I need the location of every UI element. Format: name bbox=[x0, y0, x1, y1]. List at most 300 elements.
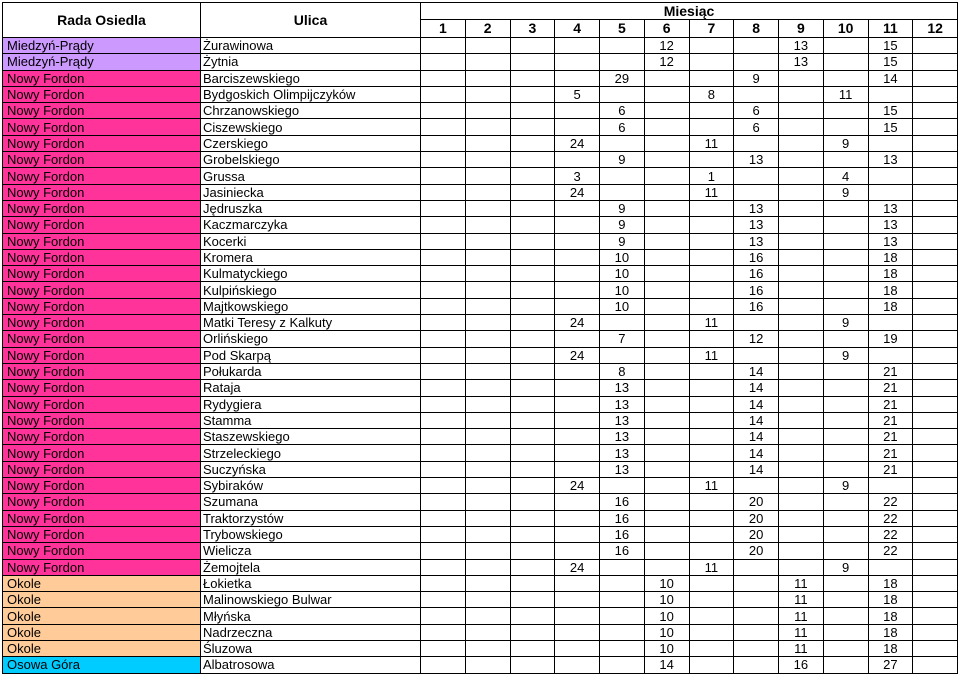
month-10-cell bbox=[823, 266, 868, 282]
month-5-cell bbox=[600, 38, 645, 54]
table-row bbox=[3, 363, 958, 379]
month-7-cell bbox=[689, 592, 734, 608]
month-11-cell: 18 bbox=[868, 282, 913, 298]
month-1-cell bbox=[421, 217, 466, 233]
month-7-cell bbox=[689, 624, 734, 640]
rada-osiedla-cell: Nowy Fordon bbox=[3, 461, 201, 477]
month-4-cell bbox=[555, 429, 600, 445]
month-1-cell bbox=[421, 640, 466, 656]
month-7-cell: 11 bbox=[689, 315, 734, 331]
month-12-cell bbox=[913, 298, 958, 314]
month-6-cell bbox=[644, 70, 689, 86]
month-10-cell bbox=[823, 494, 868, 510]
rada-osiedla-cell: Nowy Fordon bbox=[3, 119, 201, 135]
month-7-cell: 11 bbox=[689, 184, 734, 200]
month-7-cell bbox=[689, 331, 734, 347]
month-9-cell: 11 bbox=[779, 608, 824, 624]
month-12-cell bbox=[913, 347, 958, 363]
rada-osiedla-cell: Nowy Fordon bbox=[3, 445, 201, 461]
month-2-cell bbox=[465, 657, 510, 673]
rada-osiedla-cell: Okole bbox=[3, 640, 201, 656]
ulica-cell: Traktorzystów bbox=[201, 510, 421, 526]
month-1-cell bbox=[421, 200, 466, 216]
month-10-cell: 9 bbox=[823, 559, 868, 575]
month-8-cell: 9 bbox=[734, 70, 779, 86]
month-9-cell bbox=[779, 526, 824, 542]
month-8-cell bbox=[734, 640, 779, 656]
month-3-cell bbox=[510, 478, 555, 494]
ulica-cell: Jędruszka bbox=[201, 200, 421, 216]
month-10-cell: 9 bbox=[823, 478, 868, 494]
month-9-cell: 13 bbox=[779, 38, 824, 54]
month-3-cell bbox=[510, 331, 555, 347]
ulica-cell: Żurawinowa bbox=[201, 38, 421, 54]
month-12-cell bbox=[913, 445, 958, 461]
ulica-cell: Sybiraków bbox=[201, 478, 421, 494]
month-10-cell bbox=[823, 152, 868, 168]
month-6-cell bbox=[644, 152, 689, 168]
month-10-cell bbox=[823, 396, 868, 412]
month-5-cell: 6 bbox=[600, 119, 645, 135]
month-10-cell bbox=[823, 70, 868, 86]
month-6-cell: 10 bbox=[644, 592, 689, 608]
month-3-cell bbox=[510, 592, 555, 608]
month-12-cell bbox=[913, 184, 958, 200]
month-4-cell bbox=[555, 624, 600, 640]
ulica-cell: Matki Teresy z Kalkuty bbox=[201, 315, 421, 331]
rada-osiedla-cell: Nowy Fordon bbox=[3, 412, 201, 428]
month-3-cell bbox=[510, 103, 555, 119]
month-6-cell bbox=[644, 282, 689, 298]
ulica-cell: Nadrzeczna bbox=[201, 624, 421, 640]
month-5-cell bbox=[600, 184, 645, 200]
month-1-cell bbox=[421, 494, 466, 510]
ulica-cell: Pod Skarpą bbox=[201, 347, 421, 363]
table-row bbox=[3, 412, 958, 428]
month-10-cell bbox=[823, 380, 868, 396]
month-12-cell bbox=[913, 526, 958, 542]
month-1-cell bbox=[421, 298, 466, 314]
rada-osiedla-cell: Nowy Fordon bbox=[3, 315, 201, 331]
month-3-cell bbox=[510, 233, 555, 249]
month-2-cell bbox=[465, 412, 510, 428]
month-4-cell bbox=[555, 412, 600, 428]
table-row bbox=[3, 380, 958, 396]
table-row bbox=[3, 135, 958, 151]
month-8-cell: 6 bbox=[734, 119, 779, 135]
rada-osiedla-cell: Okole bbox=[3, 592, 201, 608]
rada-osiedla-cell: Nowy Fordon bbox=[3, 510, 201, 526]
month-8-cell bbox=[734, 184, 779, 200]
month-9-cell bbox=[779, 119, 824, 135]
month-3-cell bbox=[510, 266, 555, 282]
month-8-cell: 13 bbox=[734, 152, 779, 168]
month-5-cell bbox=[600, 135, 645, 151]
month-12-cell bbox=[913, 70, 958, 86]
month-1-cell bbox=[421, 266, 466, 282]
month-4-cell bbox=[555, 461, 600, 477]
month-5-cell: 13 bbox=[600, 445, 645, 461]
month-5-cell: 10 bbox=[600, 298, 645, 314]
table-row bbox=[3, 298, 958, 314]
month-2-cell bbox=[465, 640, 510, 656]
month-7-cell: 1 bbox=[689, 168, 734, 184]
table-body bbox=[3, 38, 958, 674]
month-2-cell bbox=[465, 249, 510, 265]
rada-osiedla-cell: Nowy Fordon bbox=[3, 559, 201, 575]
month-3-cell bbox=[510, 249, 555, 265]
month-5-cell: 29 bbox=[600, 70, 645, 86]
month-4-cell: 24 bbox=[555, 559, 600, 575]
month-4-cell: 24 bbox=[555, 478, 600, 494]
rada-osiedla-cell: Nowy Fordon bbox=[3, 103, 201, 119]
month-header-1: 1 bbox=[421, 20, 466, 38]
month-7-cell bbox=[689, 217, 734, 233]
month-2-cell bbox=[465, 445, 510, 461]
month-5-cell: 8 bbox=[600, 363, 645, 379]
rada-osiedla-cell: Okole bbox=[3, 624, 201, 640]
header-miesiac: Miesiąc bbox=[421, 3, 958, 20]
month-2-cell bbox=[465, 543, 510, 559]
month-11-cell: 18 bbox=[868, 608, 913, 624]
month-10-cell bbox=[823, 657, 868, 673]
month-8-cell bbox=[734, 575, 779, 591]
month-11-cell bbox=[868, 86, 913, 102]
month-2-cell bbox=[465, 315, 510, 331]
month-4-cell bbox=[555, 363, 600, 379]
month-12-cell bbox=[913, 461, 958, 477]
month-6-cell bbox=[644, 249, 689, 265]
table-row bbox=[3, 559, 958, 575]
rada-osiedla-cell: Nowy Fordon bbox=[3, 494, 201, 510]
month-5-cell bbox=[600, 478, 645, 494]
month-12-cell bbox=[913, 363, 958, 379]
month-2-cell bbox=[465, 233, 510, 249]
month-11-cell bbox=[868, 184, 913, 200]
month-7-cell bbox=[689, 445, 734, 461]
month-11-cell bbox=[868, 347, 913, 363]
month-8-cell bbox=[734, 135, 779, 151]
month-12-cell bbox=[913, 86, 958, 102]
month-3-cell bbox=[510, 298, 555, 314]
ulica-cell: Majtkowskiego bbox=[201, 298, 421, 314]
month-header-10: 10 bbox=[823, 20, 868, 38]
month-9-cell bbox=[779, 445, 824, 461]
month-4-cell: 5 bbox=[555, 86, 600, 102]
month-11-cell: 18 bbox=[868, 592, 913, 608]
ulica-cell: Żytnia bbox=[201, 54, 421, 70]
ulica-cell: Strzeleckiego bbox=[201, 445, 421, 461]
month-11-cell: 15 bbox=[868, 119, 913, 135]
month-5-cell bbox=[600, 624, 645, 640]
ulica-cell: Kulpińskiego bbox=[201, 282, 421, 298]
ulica-cell: Suczyńska bbox=[201, 461, 421, 477]
month-6-cell bbox=[644, 363, 689, 379]
month-7-cell bbox=[689, 70, 734, 86]
month-5-cell: 16 bbox=[600, 526, 645, 542]
month-2-cell bbox=[465, 184, 510, 200]
month-6-cell bbox=[644, 266, 689, 282]
ulica-cell: Stamma bbox=[201, 412, 421, 428]
month-6-cell bbox=[644, 478, 689, 494]
rada-osiedla-cell: Nowy Fordon bbox=[3, 184, 201, 200]
month-3-cell bbox=[510, 575, 555, 591]
month-1-cell bbox=[421, 282, 466, 298]
month-6-cell bbox=[644, 103, 689, 119]
table-row bbox=[3, 266, 958, 282]
month-12-cell bbox=[913, 575, 958, 591]
rada-osiedla-cell: Nowy Fordon bbox=[3, 249, 201, 265]
month-5-cell: 13 bbox=[600, 396, 645, 412]
rada-osiedla-cell: Nowy Fordon bbox=[3, 543, 201, 559]
month-5-cell: 10 bbox=[600, 249, 645, 265]
month-5-cell: 9 bbox=[600, 200, 645, 216]
table-row bbox=[3, 331, 958, 347]
month-11-cell: 22 bbox=[868, 543, 913, 559]
month-3-cell bbox=[510, 510, 555, 526]
month-6-cell bbox=[644, 429, 689, 445]
month-2-cell bbox=[465, 592, 510, 608]
month-11-cell: 22 bbox=[868, 510, 913, 526]
month-5-cell: 16 bbox=[600, 543, 645, 559]
rada-osiedla-cell: Nowy Fordon bbox=[3, 478, 201, 494]
month-8-cell bbox=[734, 347, 779, 363]
month-1-cell bbox=[421, 38, 466, 54]
month-9-cell bbox=[779, 461, 824, 477]
month-10-cell: 4 bbox=[823, 168, 868, 184]
month-5-cell: 7 bbox=[600, 331, 645, 347]
month-7-cell: 11 bbox=[689, 478, 734, 494]
month-6-cell bbox=[644, 543, 689, 559]
month-4-cell: 24 bbox=[555, 184, 600, 200]
month-3-cell bbox=[510, 135, 555, 151]
month-12-cell bbox=[913, 429, 958, 445]
month-8-cell bbox=[734, 559, 779, 575]
month-7-cell: 8 bbox=[689, 86, 734, 102]
month-8-cell: 20 bbox=[734, 543, 779, 559]
month-10-cell bbox=[823, 412, 868, 428]
month-10-cell: 9 bbox=[823, 135, 868, 151]
month-2-cell bbox=[465, 478, 510, 494]
rada-osiedla-cell: Nowy Fordon bbox=[3, 526, 201, 542]
month-7-cell: 11 bbox=[689, 559, 734, 575]
schedule-table bbox=[2, 2, 958, 674]
month-8-cell: 12 bbox=[734, 331, 779, 347]
month-10-cell bbox=[823, 119, 868, 135]
month-8-cell bbox=[734, 168, 779, 184]
table-row bbox=[3, 152, 958, 168]
month-6-cell bbox=[644, 217, 689, 233]
month-8-cell: 20 bbox=[734, 510, 779, 526]
month-6-cell bbox=[644, 445, 689, 461]
month-6-cell bbox=[644, 315, 689, 331]
month-1-cell bbox=[421, 526, 466, 542]
month-7-cell bbox=[689, 119, 734, 135]
month-7-cell bbox=[689, 380, 734, 396]
ulica-cell: Malinowskiego Bulwar bbox=[201, 592, 421, 608]
table-row bbox=[3, 119, 958, 135]
month-5-cell: 13 bbox=[600, 429, 645, 445]
month-7-cell bbox=[689, 657, 734, 673]
month-9-cell bbox=[779, 478, 824, 494]
month-4-cell bbox=[555, 543, 600, 559]
month-9-cell bbox=[779, 363, 824, 379]
ulica-cell: Grobelskiego bbox=[201, 152, 421, 168]
month-8-cell: 16 bbox=[734, 249, 779, 265]
month-6-cell: 14 bbox=[644, 657, 689, 673]
month-8-cell: 14 bbox=[734, 412, 779, 428]
table-row bbox=[3, 445, 958, 461]
month-10-cell bbox=[823, 592, 868, 608]
month-10-cell bbox=[823, 217, 868, 233]
month-12-cell bbox=[913, 168, 958, 184]
month-6-cell bbox=[644, 119, 689, 135]
month-9-cell bbox=[779, 412, 824, 428]
month-12-cell bbox=[913, 119, 958, 135]
month-1-cell bbox=[421, 396, 466, 412]
month-9-cell bbox=[779, 200, 824, 216]
month-2-cell bbox=[465, 575, 510, 591]
month-2-cell bbox=[465, 461, 510, 477]
month-2-cell bbox=[465, 217, 510, 233]
month-4-cell bbox=[555, 592, 600, 608]
month-10-cell bbox=[823, 640, 868, 656]
month-8-cell: 13 bbox=[734, 233, 779, 249]
month-8-cell: 20 bbox=[734, 526, 779, 542]
month-6-cell: 12 bbox=[644, 38, 689, 54]
month-4-cell bbox=[555, 526, 600, 542]
table-row bbox=[3, 543, 958, 559]
month-1-cell bbox=[421, 543, 466, 559]
ulica-cell: Śluzowa bbox=[201, 640, 421, 656]
month-6-cell bbox=[644, 233, 689, 249]
month-12-cell bbox=[913, 559, 958, 575]
ulica-cell: Czerskiego bbox=[201, 135, 421, 151]
month-1-cell bbox=[421, 363, 466, 379]
month-7-cell bbox=[689, 396, 734, 412]
month-8-cell: 16 bbox=[734, 282, 779, 298]
month-3-cell bbox=[510, 624, 555, 640]
table-row bbox=[3, 347, 958, 363]
table-row bbox=[3, 54, 958, 70]
ulica-cell: Barciszewskiego bbox=[201, 70, 421, 86]
month-4-cell bbox=[555, 331, 600, 347]
month-9-cell bbox=[779, 429, 824, 445]
month-12-cell bbox=[913, 135, 958, 151]
month-9-cell bbox=[779, 494, 824, 510]
month-5-cell: 13 bbox=[600, 412, 645, 428]
table-row bbox=[3, 526, 958, 542]
month-6-cell: 10 bbox=[644, 575, 689, 591]
month-3-cell bbox=[510, 54, 555, 70]
rada-osiedla-cell: Miedzyń-Prądy bbox=[3, 54, 201, 70]
month-12-cell bbox=[913, 478, 958, 494]
month-2-cell bbox=[465, 608, 510, 624]
month-4-cell bbox=[555, 608, 600, 624]
month-1-cell bbox=[421, 510, 466, 526]
month-header-3: 3 bbox=[510, 20, 555, 38]
month-11-cell: 18 bbox=[868, 640, 913, 656]
table-row bbox=[3, 478, 958, 494]
month-11-cell bbox=[868, 559, 913, 575]
month-4-cell bbox=[555, 249, 600, 265]
month-10-cell: 9 bbox=[823, 315, 868, 331]
month-header-11: 11 bbox=[868, 20, 913, 38]
month-12-cell bbox=[913, 152, 958, 168]
month-10-cell bbox=[823, 282, 868, 298]
month-4-cell bbox=[555, 575, 600, 591]
month-11-cell: 13 bbox=[868, 200, 913, 216]
month-4-cell bbox=[555, 380, 600, 396]
month-6-cell bbox=[644, 494, 689, 510]
month-2-cell bbox=[465, 70, 510, 86]
month-1-cell bbox=[421, 103, 466, 119]
month-4-cell bbox=[555, 70, 600, 86]
table-row bbox=[3, 510, 958, 526]
month-4-cell bbox=[555, 54, 600, 70]
month-1-cell bbox=[421, 624, 466, 640]
month-7-cell bbox=[689, 461, 734, 477]
month-12-cell bbox=[913, 640, 958, 656]
month-11-cell: 22 bbox=[868, 494, 913, 510]
month-3-cell bbox=[510, 494, 555, 510]
month-4-cell bbox=[555, 119, 600, 135]
month-4-cell bbox=[555, 233, 600, 249]
ulica-cell: Rataja bbox=[201, 380, 421, 396]
month-8-cell: 14 bbox=[734, 429, 779, 445]
month-1-cell bbox=[421, 315, 466, 331]
table-row bbox=[3, 657, 958, 673]
month-10-cell bbox=[823, 54, 868, 70]
table-row bbox=[3, 184, 958, 200]
month-6-cell bbox=[644, 168, 689, 184]
table-row bbox=[3, 592, 958, 608]
ulica-cell: Wielicza bbox=[201, 543, 421, 559]
ulica-cell: Grussa bbox=[201, 168, 421, 184]
month-12-cell bbox=[913, 38, 958, 54]
ulica-cell: Połukarda bbox=[201, 363, 421, 379]
month-3-cell bbox=[510, 657, 555, 673]
month-3-cell bbox=[510, 429, 555, 445]
month-12-cell bbox=[913, 412, 958, 428]
month-8-cell bbox=[734, 657, 779, 673]
month-8-cell: 13 bbox=[734, 200, 779, 216]
month-4-cell bbox=[555, 38, 600, 54]
month-10-cell bbox=[823, 200, 868, 216]
month-9-cell bbox=[779, 217, 824, 233]
month-1-cell bbox=[421, 152, 466, 168]
month-2-cell bbox=[465, 624, 510, 640]
month-11-cell: 14 bbox=[868, 70, 913, 86]
month-6-cell bbox=[644, 184, 689, 200]
month-11-cell bbox=[868, 168, 913, 184]
month-10-cell bbox=[823, 510, 868, 526]
month-header-9: 9 bbox=[779, 20, 824, 38]
table-row bbox=[3, 249, 958, 265]
month-12-cell bbox=[913, 200, 958, 216]
month-6-cell bbox=[644, 298, 689, 314]
table-row bbox=[3, 38, 958, 54]
month-9-cell bbox=[779, 168, 824, 184]
rada-osiedla-cell: Nowy Fordon bbox=[3, 380, 201, 396]
month-3-cell bbox=[510, 412, 555, 428]
rada-osiedla-cell: Nowy Fordon bbox=[3, 168, 201, 184]
month-4-cell bbox=[555, 266, 600, 282]
month-2-cell bbox=[465, 38, 510, 54]
month-8-cell bbox=[734, 592, 779, 608]
month-2-cell bbox=[465, 168, 510, 184]
month-8-cell: 14 bbox=[734, 363, 779, 379]
